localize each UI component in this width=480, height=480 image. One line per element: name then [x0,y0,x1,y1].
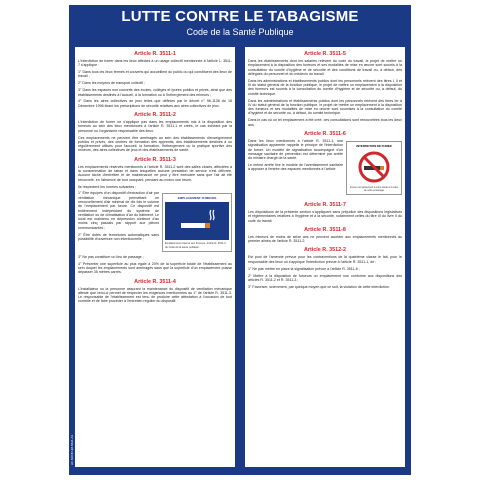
sign-caption: EMPLACEMENT FUMEURS [177,196,217,201]
sign-caption: INTERDICTION DE FUMER [356,143,392,148]
article-paragraph: Ils respectent les normes suivantes : [78,184,137,189]
article-title: Article R. 3511-1 [134,51,176,57]
article-title: Article R. 3511-8 [304,226,346,233]
left-column [75,47,235,467]
article-paragraph: L'installateur ou la personne assurant la maintenance du dispositif de ventilation mécanique atteste que celui-ci permet de respecter les exigences mentionnées au 1° de l'article R. 3511-3. Le responsable de l'établissement est tenu de produire cette attestation à l'occasion de tout contrôle et de faire procéder à l'entretien régulier du dispositif. [78,286,232,304]
article-paragraph: 1° Être équipés d'un dispositif d'extraction d'air par ventilation mécanique permettant un renouvellement d'air minimal de dix fois le volume de l'emplacement par heure. Ce dispositif est entièrement indépendant du système de ventilation ou de climatisation d'air du bâtiment. Le local est maintenu en dépression continue d'au moins cinq pascals par rapport aux pièces communicantes ; [78,191,159,230]
article-paragraph: 2° Dans les moyens de transport collectif ; [78,81,146,86]
article-title: Article R. 3511-4 [134,278,176,285]
article-with-sign [248,139,402,198]
article-title: Article R. 3511-2 [134,112,176,119]
article-paragraph: Ces emplacements ne peuvent être aménagés au sein des établissements d'enseignement publics et privés, des centres de formation des apprentis, des établissements destinés à ou régulièrement utilisés pour l'accueil, la formation, l'hébergement ou la pratique sportive des mineurs, des aires collectives de jeux et des établissements de santé. [78,135,232,153]
article-title: Article R. 3511-3 [134,156,176,163]
sign-note: Emplacement réservé aux fumeurs. Article R. 3511-3 du Code de la santé publique. [165,242,226,249]
article-paragraph: Est puni de l'amende prévue pour les contraventions de la quatrième classe le fait, pour le responsable des lieux où s'applique l'interdiction prévue à l'article R. 3511-1, de : [248,255,402,264]
article-paragraph: Dans les administrations et établissements publics dont les personnels relèvent des titres I, II et III du statut général de la fonction publique, le projet de mettre un emplacement à la disposition des fumeurs est soumis à la consultation du comité d'hygiène et de sécurité ou, à défaut, du comité technique. [248,78,402,96]
article-paragraph: 2° Mettre à la disposition de fumeurs un emplacement non conforme aux dispositions des articles R. 3511-2 et R. 3511-3 ; [248,273,402,282]
article-title: Article R. 3511-5 [304,51,346,57]
article-paragraph: Les dispositions de la présente section s'appliquent sans préjudice des dispositions législatives et réglementaires relatives à l'hygiène et à la sécurité, notamment celles du titre III du livre II du code du travail. [248,209,402,223]
poster [69,5,411,475]
article-paragraph: 4° Présenter une superficie au plus égale à 20% de la superficie totale de l'établissement au sein duquel les emplacements sont aménagés sans que la superficie d'un emplacement puisse dépasser 35 mètres carrés. [78,261,232,275]
article-paragraph: 4° Dans les aires collectives de jeux telles que définies par le décret n° 96-1136 du 18 Décembre 1996 fixant les prescriptions de sécurité relatives aux aires collectives de jeux. [78,99,232,108]
article-paragraph: 2° Être dotés de fermetures automatiques sans possibilité d'ouverture non intentionnelle ; [78,232,159,241]
sign-panel [165,202,229,240]
article-paragraph: Dans le cas où un tel emplacement a été créé, ces consultations sont renouvelées tous les deux ans. [248,118,402,127]
article-paragraph: 1° Ne pas mettre en place la signalisation prévue à l'article R. 3511-6 ; [248,266,360,271]
article-paragraph: Le même arrêté fixe le modèle de l'avertissement sanitaire à apposer à l'entrée des espaces mentionnés à l'article [248,163,343,172]
article-paragraph: Dans les établissements dont les salariés relèvent du code du travail, le projet de mettre un emplacement à la disposition des fumeurs et ses modalités de mise en œuvre sont soumis à la consultation du comité d'hygiène et de sécurité et des conditions de travail ou, à défaut, des délégués du personnel et du médecin du travail. [248,59,402,76]
article-paragraph: Les emplacements réservés mentionnés à l'article R. 3511-2 sont des salles closes, affectées à la consommation de tabac et dans lesquelles aucune prestation de service n'est délivrée. Aucune tâche d'entretien et de maintenance ne peut y être exécutée sans que l'air ait été renouvelé, en l'absence de tout occupant, pendant au moins une heure. [78,164,232,182]
article-side-text [78,191,159,254]
cigarette-icon [177,205,217,237]
article-side-text [248,139,343,198]
article-paragraph: 3° Dans les espaces non couverts des écoles, collèges et lycées publics et privés, ainsi que des établissements destinés à l'accueil, à la formation ou à l'hébergement des mineurs ; [78,88,232,97]
article-paragraph: L'interdiction de fumer ne s'applique pas dans les emplacements mis à la disposition des fumeurs au sein des lieux mentionnés à l'article R. 3511-1 et créés, le cas échéant par la personne ou l'organisme responsable des lieux. [78,120,232,133]
poster-subtitle: Code de la Santé Publique [186,27,294,37]
article-title: Article R. 3512-2 [304,247,346,254]
article-paragraph: 3° Ne pas constituer un lieu de passage ; [78,254,144,259]
article-title: Article R. 3511-6 [304,130,346,137]
no-smoking-icon [357,150,391,184]
article-paragraph: L'interdiction de fumer dans les lieux affectés à un usage collectif mentionnée à l'article L. 3511-7 s'applique : [78,59,232,68]
article-with-sign [78,191,232,254]
smoking-area-sign [162,193,232,251]
sign-note: Fumer nuit gravement à votre santé et à celle de votre entourage [349,185,399,192]
article-paragraph: 3° Favoriser, sciemment, par quelque moyen que ce soit, la violation de cette interdiction. [248,284,390,289]
article-paragraph: Dans les lieux mentionnés à l'article R. 3511-1, une signalisation apparente rappelle le principe de l'interdiction de fumer. Un modèle de signalisation accompagné d'un message sanitaire de prévention est déterminé par arrêté du ministre chargé de la santé. [248,138,343,161]
article-paragraph: Dans les administrations et établissements publics dont les personnels relèvent des titres Ier à IV du statut général de la fonction publique, le projet de mettre un emplacement à la disposition des fumeurs et ses modalités de mise en œuvre sont soumises à la consultation du comité d'hygiène et de sécurité ou, à défaut, du comité technique. [248,98,402,116]
no-smoking-sign [346,141,402,195]
article-paragraph: 1° Dans tous les lieux fermés et couverts qui accueillent du public ou qui constituent des lieux de travail ; [78,70,232,79]
right-column [245,47,405,467]
poster-title: LUTTE CONTRE LE TABAGISME [121,8,359,25]
side-reference: AF-NONFUM-NM4-A3 [70,435,74,465]
article-paragraph: Les mineurs de moins de seize ans ne peuvent accéder aux emplacements mentionnés au premier alinéa de l'article R. 3511-2. [248,234,402,244]
article-title: Article R. 3511-7 [304,201,346,208]
